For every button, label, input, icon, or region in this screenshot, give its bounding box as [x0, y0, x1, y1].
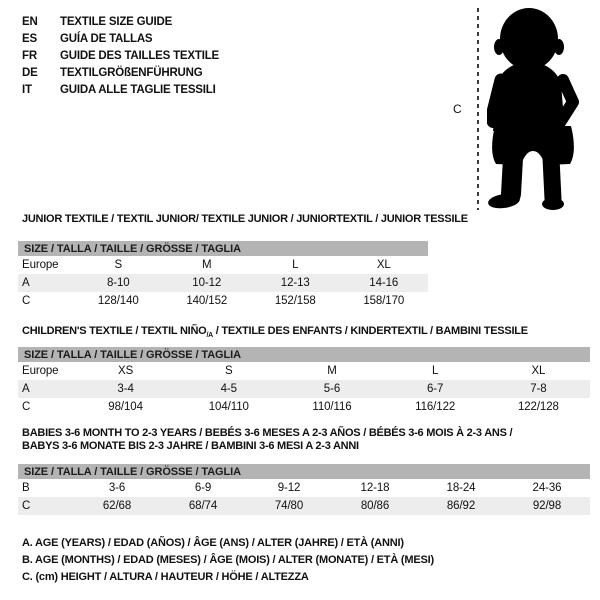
lang-code: DE	[22, 66, 38, 79]
table-cell: 116/122	[415, 401, 456, 413]
title-line-2: BABYS 3-6 MONATE BIS 2-3 JAHRE / BAMBINI 3-6 MESI A 2-3 ANNI	[22, 440, 359, 452]
size-header: SIZE / TALLA / TAILLE / GRÖSSE / TAGLIA	[18, 241, 428, 256]
row-label: C	[22, 295, 31, 307]
table-row	[18, 256, 428, 274]
babies-size-table	[18, 464, 590, 515]
row-label: A	[18, 274, 74, 292]
table-cell: 6-7	[384, 380, 487, 398]
junior-size-table	[18, 241, 428, 310]
legend-notes	[22, 535, 434, 586]
childrens-size-table	[18, 347, 590, 416]
table-cell: 3-4	[74, 380, 177, 398]
table-cell: 9-12	[277, 482, 301, 494]
table-cell: 152/158	[274, 295, 316, 307]
table-cell: 128/140	[97, 295, 139, 307]
row-label: B	[22, 482, 30, 494]
row-label: C	[22, 401, 31, 413]
table-cell: XL	[531, 365, 546, 377]
lang-title: GUIDE DES TAILLES TEXTILE	[60, 49, 219, 62]
row-label: Europe	[22, 259, 59, 271]
table-cell: 92/98	[504, 497, 590, 515]
table-cell: 74/80	[246, 497, 332, 515]
table-cell: 158/170	[363, 295, 405, 307]
lang-code: EN	[22, 15, 38, 28]
table-cell: 80/86	[332, 497, 418, 515]
junior-textile-title	[22, 213, 468, 226]
childrens-textile-title	[22, 325, 528, 342]
size-header-row	[18, 241, 428, 256]
table-row	[18, 380, 590, 398]
table-cell: 8-10	[74, 274, 163, 292]
table-cell: 12-13	[251, 274, 340, 292]
title-text: CHILDREN'S TEXTILE / TEXTIL NIÑO	[22, 325, 207, 337]
table-cell: 5-6	[280, 380, 383, 398]
lang-row-it	[22, 81, 219, 98]
table-cell: 14-16	[340, 274, 429, 292]
table-row	[18, 497, 590, 515]
table-row	[18, 274, 428, 292]
table-cell: 4-5	[177, 380, 280, 398]
table-cell: 98/104	[108, 401, 143, 413]
note-b: B. AGE (MONTHS) / EDAD (MESES) / ÂGE (MOIS) / ALTER (MONATE) / ETÀ (MESI)	[22, 554, 434, 566]
size-header: SIZE / TALLA / TAILLE / GRÖSSE / TAGLIA	[18, 464, 590, 479]
table-row	[18, 362, 590, 380]
lang-row-de	[22, 64, 219, 81]
table-cell: XS	[118, 365, 134, 377]
table-cell: M	[327, 365, 337, 377]
lang-title: GUÍA DE TALLAS	[60, 32, 153, 45]
table-cell: XL	[376, 259, 391, 271]
row-label: A	[18, 380, 74, 398]
table-cell: M	[202, 259, 212, 271]
size-header-row	[18, 464, 590, 479]
size-header: SIZE / TALLA / TAILLE / GRÖSSE / TAGLIA	[18, 347, 590, 362]
lang-code: IT	[22, 83, 32, 96]
language-legend	[22, 13, 219, 98]
table-row	[18, 398, 590, 416]
note-a: A. AGE (YEARS) / EDAD (AÑOS) / ÂGE (ANS) / ALTER (JAHRE) / ETÀ (ANNI)	[22, 537, 404, 549]
table-cell: 104/110	[208, 401, 249, 413]
table-cell: 62/68	[74, 497, 160, 515]
title-subscript: /A	[206, 332, 213, 340]
table-cell: S	[114, 259, 123, 271]
lang-code: ES	[22, 32, 37, 45]
size-header-row	[18, 347, 590, 362]
table-cell: 18-24	[446, 482, 476, 494]
table-cell: 86/92	[418, 497, 504, 515]
lang-row-es	[22, 30, 219, 47]
table-cell: 140/152	[186, 295, 228, 307]
note-c: C. (cm) HEIGHT / ALTURA / HAUTEUR / HÖHE / ALTEZZA	[22, 571, 309, 583]
lang-title: TEXTILE SIZE GUIDE	[60, 15, 173, 28]
table-cell: 68/74	[160, 497, 246, 515]
table-cell: L	[432, 365, 439, 377]
toddler-silhouette-icon	[487, 6, 579, 210]
babies-textile-title	[22, 427, 512, 453]
lang-code: FR	[22, 49, 37, 62]
height-measure-dashed-line	[477, 8, 479, 210]
lang-row-fr	[22, 47, 219, 64]
table-cell: 6-9	[194, 482, 212, 494]
lang-row-en	[22, 13, 219, 30]
table-cell: 110/116	[312, 401, 352, 413]
table-cell: L	[292, 259, 299, 271]
table-row	[18, 479, 590, 497]
table-cell: 122/128	[517, 401, 559, 413]
table-cell: S	[224, 365, 233, 377]
title-text: JUNIOR TEXTILE / TEXTIL JUNIOR/ TEXTILE JUNIOR / JUNIORTEXTIL / JUNIOR TESSILE	[22, 213, 468, 225]
row-label: Europe	[22, 365, 59, 377]
height-measure-label: C	[453, 102, 462, 116]
title-line-1: BABIES 3-6 MONTH TO 2-3 YEARS / BEBÉS 3-6 MESES A 2-3 AÑOS / BÉBÉS 3-6 MOIS À 2-3 ANS /	[22, 427, 513, 439]
table-cell: 12-18	[360, 482, 390, 494]
row-label: C	[18, 497, 74, 515]
title-text: / TEXTILE DES ENFANTS / KINDERTEXTIL / BAMBINI TESSILE	[212, 325, 528, 337]
table-cell: 7-8	[487, 380, 590, 398]
table-cell: 10-12	[163, 274, 252, 292]
lang-title: GUIDA ALLE TAGLIE TESSILI	[60, 83, 216, 96]
lang-title: TEXTILGRÖßENFÜHRUNG	[60, 66, 203, 79]
table-cell: 24-36	[532, 482, 562, 494]
table-row	[18, 292, 428, 310]
table-cell: 3-6	[108, 482, 126, 494]
